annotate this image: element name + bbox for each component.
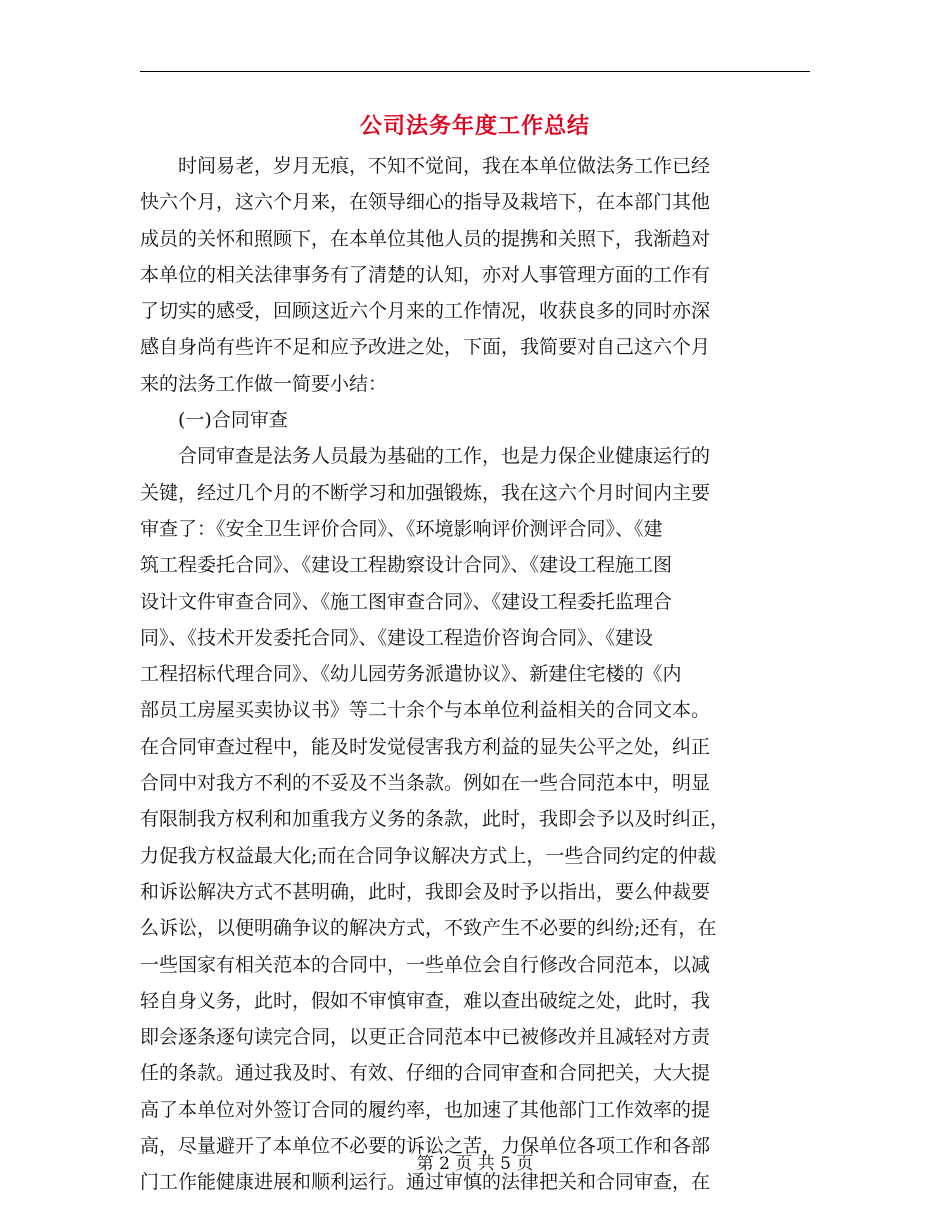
body-line: 一些国家有相关范本的合同中，一些单位会自行修改合同范本，以减 xyxy=(140,953,711,976)
body-line: 即会逐条逐句读完合同，以更正合同范本中已被修改并且减轻对方责 xyxy=(140,1026,711,1049)
body-line: 来的法务工作做一简要小结： xyxy=(140,372,388,395)
body-line: 高了本单位对外签订合同的履约率，也加速了其他部门工作效率的提 xyxy=(140,1098,711,1121)
body-line: 力促我方权益最大化;而在合同争议解决方式上，一些合同约定的仲裁 xyxy=(140,844,717,867)
body-line: 同》、《技术开发委托合同》、《建设工程造价咨询合同》、《建设 xyxy=(140,626,654,649)
page-footer: 第 2 页 共 5 页 xyxy=(416,1154,534,1174)
document-title: 公司法务年度工作总结 xyxy=(359,113,590,139)
body-line: 工程招标代理合同》、《幼儿园劳务派遣协议》、新建住宅楼的《内 xyxy=(140,663,682,686)
body-line: 和诉讼解决方式不甚明确，此时，我即会及时予以指出，要么仲裁要 xyxy=(140,880,711,903)
body-line: 有限制我方权利和加重我方义务的条款，此时，我即会予以及时纠正， xyxy=(140,808,730,831)
body-line: 关键，经过几个月的不断学习和加强锻炼，我在这六个月时间内主要 xyxy=(140,481,711,504)
body-line: 高，尽量避开了本单位不必要的诉讼之苦，力保单位各项工作和各部 xyxy=(140,1135,711,1158)
body-line: 审查了：《安全卫生评价合同》、《环境影响评价测评合同》、《建 xyxy=(140,517,663,540)
body-line: 筑工程委托合同》、《建设工程勘察设计合同》、《建设工程施工图 xyxy=(140,554,673,577)
body-line: 成员的关怀和照顾下，在本单位其他人员的提携和关照下，我渐趋对 xyxy=(140,227,711,250)
body-line: 轻自身义务，此时，假如不审慎审查，难以查出破绽之处，此时，我 xyxy=(140,989,711,1012)
body-line: 时间易老，岁月无痕，不知不觉间，我在本单位做法务工作已经 xyxy=(140,155,711,177)
body-line: 设计文件审查合同》、《施工图审查合同》、《建设工程委托监理合 xyxy=(140,590,673,613)
header-rule xyxy=(140,71,810,72)
body-line: 部员工房屋买卖协议书》等二十余个与本单位利益相关的合同文本。 xyxy=(140,699,711,722)
body-line: 本单位的相关法律事务有了清楚的认知，亦对人事管理方面的工作有 xyxy=(140,263,711,286)
body-line: 感自身尚有些许不足和应予改进之处，下面，我简要对自己这六个月 xyxy=(140,336,711,359)
body-line: 么诉讼，以便明确争议的解决方式，不致产生不必要的纠纷;还有，在 xyxy=(140,917,717,940)
body-line: 快六个月，这六个月来，在领导细心的指导及栽培下，在本部门其他 xyxy=(140,191,711,214)
body-line: 任的条款。通过我及时、有效、仔细的合同审查和合同把关，大大提 xyxy=(140,1062,711,1085)
body-line: 门工作能健康进展和顺利运行。通过审慎的法律把关和合同审查，在 xyxy=(140,1171,711,1194)
body-line: 合同审查是法务人员最为基础的工作，也是力保企业健康运行的 xyxy=(140,445,711,468)
body-line: (一)合同审查 xyxy=(140,409,288,432)
body-line: 合同中对我方不利的不妥及不当条款。例如在一些合同范本中，明显 xyxy=(140,772,711,795)
body-line: 了切实的感受，回顾这近六个月来的工作情况，收获良多的同时亦深 xyxy=(140,300,711,323)
body-line: 在合同审查过程中，能及时发觉侵害我方利益的显失公平之处，纠正 xyxy=(140,735,711,758)
document-body xyxy=(140,148,810,1201)
